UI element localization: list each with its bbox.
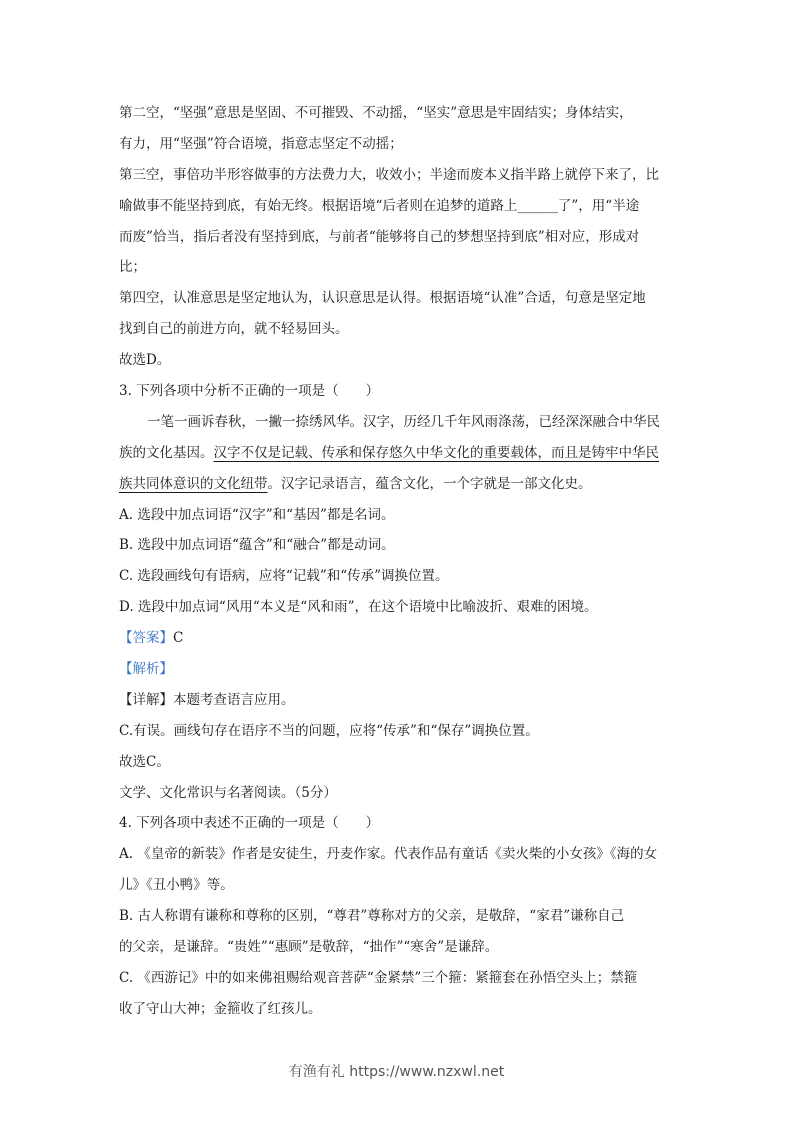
question-4-stem: 4. 下列各项中表述不正确的一项是（ ） <box>119 815 380 832</box>
text-line: 第三空，事倍功半形容做事的方法费力大，收效小；半途而废本义指半路上就停下来了，比 <box>119 166 659 183</box>
detail-line: C.有误。画线句存在语序不当的问题，应将“传承”和“保存”调换位置。 <box>119 722 539 739</box>
watermark-footer: 有渔有礼 https://www.nzxwl.net <box>288 1064 505 1080</box>
text-line: 故选D。 <box>119 352 171 369</box>
text-line: 而废”恰当，指后者没有坚持到底，与前者“能够将自己的梦想坚持到底”相对应，形成对 <box>119 228 640 245</box>
text-line: 第二空，“坚强”意思是坚固、不可摧毁、不动摇，“坚实”意思是牢固结实；身体结实， <box>119 105 633 121</box>
option-c: C. 选段画线句有语病，应将“记载”和“传承”调换位置。 <box>119 568 449 585</box>
option-a: A. 《皇帝的新装》作者是安徒生，丹麦作家。代表作品有童话《卖火柴的小女孩》《海的女 <box>119 846 658 863</box>
question-3-stem: 3. 下列各项中分析不正确的一项是（ ） <box>119 383 380 400</box>
answer-line <box>119 623 679 654</box>
answer-tag: 【答案】 <box>119 630 173 647</box>
detail-line: 【详解】本题考查语言应用。 <box>119 691 295 708</box>
document-page <box>119 98 679 1025</box>
section-heading: 文学、文化常识与名著阅读。（5分） <box>119 784 337 801</box>
analysis-tag: 【解析】 <box>119 661 173 678</box>
passage-text: 族的文化基因。 <box>119 444 214 461</box>
choose-line: 故选C。 <box>119 753 170 770</box>
underlined-sentence: 族共同体意识的文化纽带 <box>119 475 268 492</box>
option-b: B. 古人称谓有谦称和尊称的区别，“尊君”尊称对方的父亲，是敬辞，“家君”谦称自己 <box>119 908 625 925</box>
passage-line <box>119 469 679 500</box>
passage-text: 。汉字记录语言，蕴含文化，一个字就是一部文化史。 <box>267 475 592 492</box>
option-b: B. 选段中加点词语“蕴含”和“融合”都是动词。 <box>119 537 395 554</box>
text-line: 比； <box>119 259 146 276</box>
text-line: 找到自己的前进方向，就不轻易回头。 <box>119 321 349 338</box>
text-line: 有力，用“坚强”符合语境，指意志坚定不动摇； <box>119 135 403 152</box>
text-line: 第四空，认准意思是坚定地认为，认识意思是认得。根据语境“认准”合适，句意是坚定地 <box>119 290 646 307</box>
option-c: C. 《西游记》中的如来佛祖赐给观音菩萨“金紧禁”三个箍：紧箍套在孙悟空头上；禁箍 <box>119 969 638 986</box>
option-d: D. 选段中加点词“风用“本义是“风和雨”，在这个语境中比喻波折、艰难的困境。 <box>119 599 598 616</box>
passage-line: 一笔一画诉春秋，一撇一捺绣风华。汉字，历经几千年风雨涤荡，已经深深融合中华民 <box>147 413 660 430</box>
underlined-sentence: 汉字不仅是记载、传承和保存悠久中华文化的重要载体，而且是铸牢中华民 <box>213 444 659 461</box>
option-a-cont: 儿》《丑小鸭》等。 <box>119 877 234 894</box>
passage-line <box>119 438 679 469</box>
text-line: 喻做事不能坚持到底，有始无终。根据语境“后者则在追梦的道路上______了”，用“半途 <box>119 197 640 214</box>
option-c-cont: 收了守山大神；金箍收了红孩儿。 <box>119 1000 322 1017</box>
option-b-cont: 的父亲，是谦辞。“贵姓”“惠顾”是敬辞，“拙作”“寒舍”是谦辞。 <box>119 939 499 956</box>
option-a: A. 选段中加点词语“汉字”和“基因”都是名词。 <box>119 506 395 523</box>
answer-value: C <box>173 630 184 647</box>
